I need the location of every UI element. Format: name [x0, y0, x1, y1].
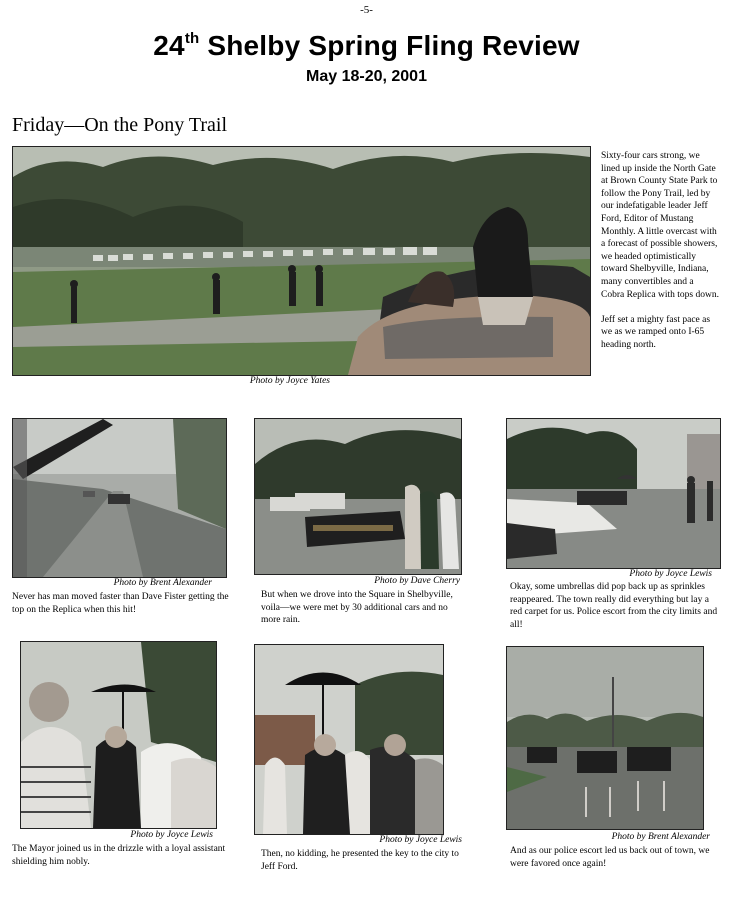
- photo-rain-highway: [12, 418, 227, 578]
- photo-mayor-umbrella: [20, 641, 217, 829]
- intro-text: [601, 150, 719, 364]
- photo-2-credit: Photo by Dave Cherry: [374, 576, 460, 586]
- title-text: Shelby Spring Fling Review: [199, 30, 580, 61]
- main-photo-credit: Photo by Joyce Yates: [249, 376, 330, 386]
- photo-6-credit: Photo by Brent Alexander: [611, 832, 710, 842]
- photo-1-caption: Never has man moved faster than Dave Fister getting the top on the Replica when this hit!: [12, 592, 229, 615]
- photo-5-credit: Photo by Joyce Lewis: [379, 835, 462, 845]
- intro-paragraph-1: Sixty-four cars strong, we lined up inside the North Gate at Brown County State Park to follow the Pony Trail, led by our indefatigable leader Jeff Ford, Editor of Mustang Monthly. A little overcast with a forecast of possible showers, we headed optimistically toward Shelbyville, Indiana, many convertibles and a Cobra Replica with tops down.: [601, 151, 719, 300]
- photo-police-escort: [506, 646, 704, 830]
- photo-2-caption: But when we drove into the Square in Shelbyville, voila—we were met by 30 additional cars and no more rain.: [261, 590, 453, 626]
- intro-paragraph-2: Jeff set a mighty fast pace as we as we ramped onto I-65 heading north.: [601, 314, 711, 350]
- title-number: 24: [153, 30, 185, 61]
- photo-4-caption: The Mayor joined us in the drizzle with a loyal assistant shielding him nobly.: [12, 844, 226, 867]
- photo-6-caption: And as our police escort led us back out of town, we were favored once again!: [510, 846, 710, 869]
- photo-3-credit: Photo by Joyce Lewis: [629, 569, 712, 579]
- photo-town-square-cars: [254, 418, 462, 575]
- photo-3-caption: Okay, some umbrellas did pop back up as sprinkles reappeared. The town really did everything but lay a red carpet for us. Police escort from the city limits and all!: [510, 582, 718, 630]
- photo-4-credit: Photo by Joyce Lewis: [130, 830, 213, 840]
- photo-1-credit: Photo by Brent Alexander: [113, 578, 212, 588]
- title-suffix: th: [184, 29, 200, 47]
- event-dates: May 18-20, 2001: [306, 68, 427, 85]
- photo-5-caption: Then, no kidding, he presented the key to the city to Jeff Ford.: [261, 849, 459, 872]
- page-title: [0, 30, 733, 62]
- main-photo: [12, 146, 591, 376]
- photo-key-to-city: [254, 644, 444, 835]
- photo-umbrellas-parking: [506, 418, 721, 569]
- page-number: -5-: [360, 4, 373, 16]
- section-heading: Friday—On the Pony Trail: [12, 114, 228, 136]
